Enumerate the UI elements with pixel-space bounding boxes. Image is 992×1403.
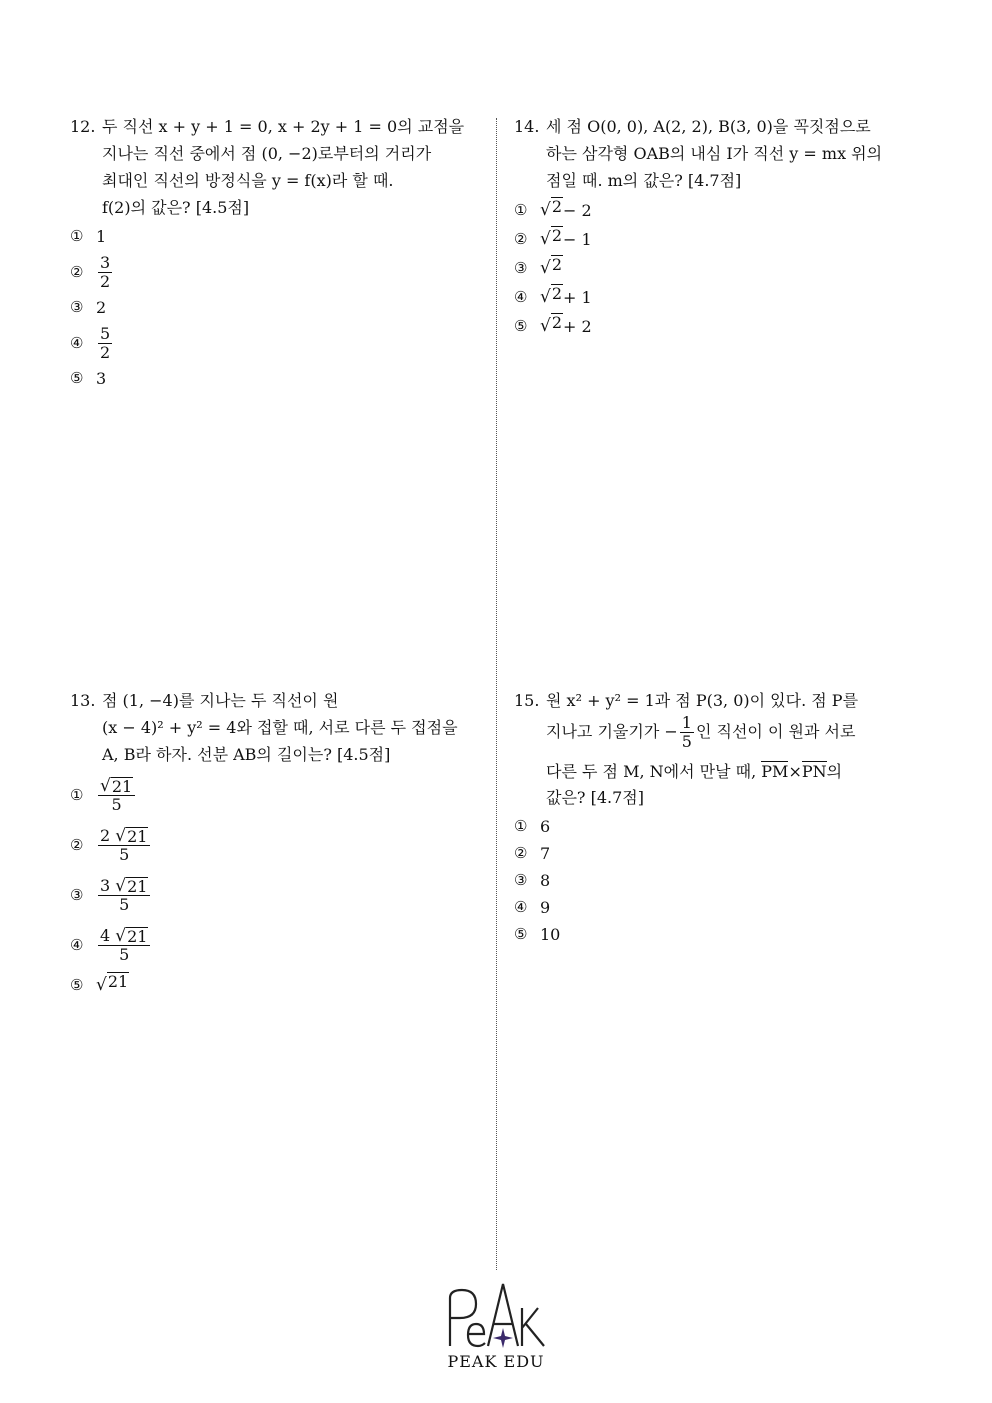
problem-15 [514, 687, 934, 948]
answer-choices [514, 813, 934, 948]
radicand: 2 [551, 255, 563, 274]
fraction: 3 √ 21 5 [98, 877, 150, 914]
choice-marker: ② [70, 262, 84, 281]
column-divider [496, 118, 497, 1270]
choice-3[interactable] [70, 294, 480, 321]
choice-5[interactable] [70, 970, 490, 1000]
choice-1[interactable] [514, 196, 924, 225]
numerator: 1 [681, 713, 692, 732]
choice-marker: ① [70, 227, 84, 245]
choice-tail: − 1 [563, 230, 592, 249]
choice-2[interactable] [514, 225, 924, 254]
problem-number: 14. [514, 117, 540, 136]
problem-13 [70, 687, 490, 1000]
choice-1[interactable] [514, 813, 934, 840]
answer-choices [70, 770, 490, 1000]
choice-4[interactable] [514, 894, 934, 921]
choice-marker: ⑤ [70, 975, 84, 994]
radicand: 2 [551, 313, 563, 332]
choice-marker: ④ [70, 333, 84, 352]
choice-value: 7 [540, 844, 551, 863]
line-text: 인 직선이 이 원과 서로 [695, 722, 856, 741]
choice-value: 3 [96, 369, 107, 388]
problem-number: 13. [70, 691, 96, 710]
choice-value: 1 [96, 227, 107, 246]
choice-marker: ③ [70, 298, 84, 316]
problem-12 [70, 113, 480, 392]
fraction [98, 325, 112, 362]
radicand: 21 [127, 926, 148, 946]
choice-value: 8 [540, 871, 551, 890]
radicand: 2 [551, 284, 563, 303]
choice-3[interactable] [514, 254, 924, 283]
fraction: 2 √ 21 5 [98, 827, 150, 864]
choice-4[interactable] [514, 283, 924, 312]
choice-marker: ② [514, 230, 528, 248]
fraction [98, 254, 112, 291]
choice-3[interactable] [70, 870, 490, 920]
choice-marker: ④ [514, 898, 528, 916]
choice-tail: − 2 [563, 201, 592, 220]
fraction: √ 21 5 [98, 777, 135, 814]
coefficient: 3 [100, 875, 111, 895]
choice-marker: ② [70, 835, 84, 854]
choice-marker: ⑤ [514, 925, 528, 943]
choice-4[interactable] [70, 920, 490, 970]
choice-marker: ② [514, 844, 528, 862]
choice-5[interactable] [70, 365, 480, 392]
times-sign: × [788, 762, 802, 781]
denominator: 5 [681, 732, 692, 751]
numerator: 5 [100, 323, 111, 343]
radicand: 21 [107, 971, 129, 991]
question-line-3: 점일 때. m의 값은? [4.7점] [546, 171, 742, 190]
radicand: 21 [127, 826, 148, 846]
segment-pn: PN [801, 762, 827, 781]
choice-marker: ⑤ [514, 317, 528, 335]
choice-2[interactable] [514, 840, 934, 867]
question-line-4: f(2)의 값은? [4.5점] [102, 198, 250, 217]
sqrt: √ 2 [540, 255, 563, 278]
sqrt: √ 2 [540, 313, 563, 336]
choice-marker: ③ [514, 259, 528, 277]
answer-choices [70, 223, 480, 392]
line-text: 다른 두 점 M, N에서 만날 때, [546, 762, 757, 781]
radicand: 2 [551, 226, 563, 245]
line-text: 의 [826, 762, 843, 781]
slope-fraction [680, 714, 694, 751]
choice-value: 6 [540, 817, 551, 836]
choice-marker: ④ [70, 935, 84, 954]
choice-5[interactable] [514, 312, 924, 341]
question-line-2: 지나는 직선 중에서 점 (0, −2)로부터의 거리가 [102, 144, 432, 163]
problem-14 [514, 113, 924, 341]
sqrt: √ 2 [540, 197, 563, 220]
choice-1[interactable] [70, 770, 490, 820]
sqrt: √ 2 [540, 284, 563, 307]
segment-pm: PM [761, 762, 789, 781]
sqrt: √ 2 [540, 226, 563, 249]
choice-3[interactable] [514, 867, 934, 894]
choice-4[interactable] [70, 321, 480, 365]
star-icon [493, 1328, 513, 1348]
question-line-2: 하는 삼각형 OAB의 내심 I가 직선 y = mx 위의 [546, 144, 883, 163]
radicand: 21 [127, 876, 148, 896]
choice-2[interactable] [70, 820, 490, 870]
question-line-4: 값은? [4.7점] [546, 788, 644, 807]
choice-value: 10 [540, 925, 561, 944]
choice-2[interactable] [70, 250, 480, 294]
question-line-1: 세 점 O(0, 0), A(2, 2), B(3, 0)을 꼭짓점으로 [546, 117, 871, 136]
denominator: 2 [100, 271, 111, 291]
choice-5[interactable] [514, 921, 934, 948]
choice-tail: + 1 [563, 288, 592, 307]
choice-marker: ⑤ [70, 369, 84, 387]
coefficient: 2 [100, 825, 111, 845]
question-line-2: (x − 4)² + y² = 4와 접할 때, 서로 다른 두 접점을 [102, 718, 458, 737]
denominator: 5 [119, 944, 130, 964]
choice-value: 9 [540, 898, 551, 917]
choice-1[interactable] [70, 223, 480, 250]
question-line-1: 원 x² + y² = 1과 점 P(3, 0)이 있다. 점 P를 [546, 691, 859, 710]
numerator: 3 [100, 252, 111, 272]
radicand: 21 [111, 776, 133, 796]
fraction: 4 √ 21 5 [98, 927, 150, 964]
denominator: 5 [119, 844, 130, 864]
question-line-3: A, B라 하자. 선분 AB의 길이는? [4.5점] [102, 745, 391, 764]
question-line-1: 점 (1, −4)를 지나는 두 직선이 원 [102, 691, 339, 710]
problem-number: 12. [70, 117, 96, 136]
sqrt: √ 21 [96, 971, 129, 995]
brand-name: PEAK EDU [447, 1352, 545, 1371]
choice-marker: ③ [70, 885, 84, 904]
answer-choices [514, 196, 924, 341]
choice-marker: ① [70, 785, 84, 804]
radicand: 2 [551, 197, 563, 216]
choice-marker: ① [514, 201, 528, 219]
choice-marker: ③ [514, 871, 528, 889]
line-text: 지나고 기울기가 − [546, 722, 678, 741]
problem-number: 15. [514, 691, 540, 710]
choice-value: 2 [96, 298, 107, 317]
denominator: 2 [100, 342, 111, 362]
denominator: 5 [119, 894, 130, 914]
denominator: 5 [111, 794, 122, 814]
choice-tail: + 2 [563, 317, 592, 336]
choice-marker: ① [514, 817, 528, 835]
coefficient: 4 [100, 925, 111, 945]
question-line-3: 최대인 직선의 방정식을 y = f(x)라 할 때. [102, 171, 394, 190]
question-line-1: 두 직선 x + y + 1 = 0, x + 2y + 1 = 0의 교점을 [102, 117, 465, 136]
choice-marker: ④ [514, 288, 528, 306]
question-line-2 [546, 710, 934, 754]
